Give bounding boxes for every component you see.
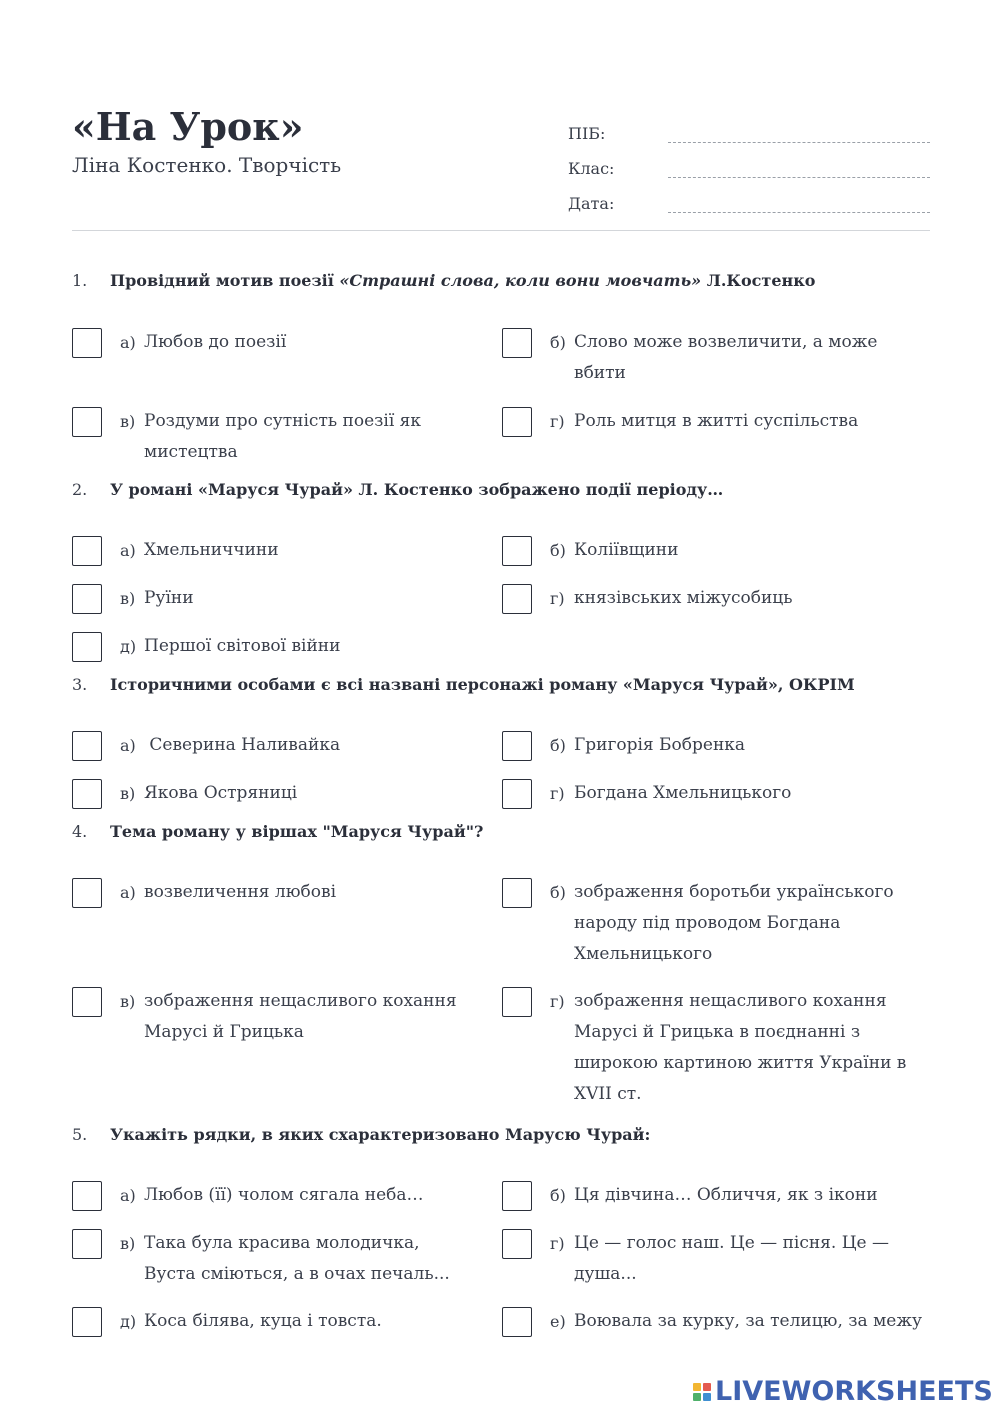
answer-checkbox[interactable] <box>72 1229 102 1259</box>
option-a: а) возвеличення любові <box>72 877 502 908</box>
logo-text: LIVEWORKSHEETS <box>715 1376 993 1407</box>
option-g: г) зображення нещасливого кохання Марусі й Грицька в поєднанні з широкою картиною життя України в XVII ст. <box>502 986 932 1110</box>
option-e: е) Воювала за курку, за телицю, за межу <box>502 1306 932 1337</box>
logo-square-4 <box>703 1393 711 1401</box>
question-2 <box>72 480 930 656</box>
answer-checkbox[interactable] <box>502 779 532 809</box>
option-g: г) Роль митця в житті суспільства <box>502 406 932 437</box>
date-field-row <box>568 178 930 213</box>
option-g: г) Це — голос наш. Це — пісня. Це — душа... <box>502 1228 932 1290</box>
question-1 <box>72 271 930 462</box>
answer-checkbox[interactable] <box>502 536 532 566</box>
logo-square-2 <box>703 1383 711 1391</box>
question-number: 2. <box>72 480 88 499</box>
answer-checkbox[interactable] <box>502 1307 532 1337</box>
answer-checkbox[interactable] <box>72 731 102 761</box>
option-g: г) князівських міжусобиць <box>502 583 932 614</box>
answer-checkbox[interactable] <box>72 1307 102 1337</box>
question-5 <box>72 1125 930 1331</box>
answer-checkbox[interactable] <box>502 584 532 614</box>
option-g: г) Богдана Хмельницького <box>502 778 932 809</box>
option-a: а) Любов до поезії <box>72 327 502 358</box>
answer-checkbox[interactable] <box>502 328 532 358</box>
answer-checkbox[interactable] <box>72 632 102 662</box>
question-text: Історичними особами є всі названі персонажі роману «Маруся Чурай», ОКРІМ <box>110 675 855 694</box>
option-a: а) Северина Наливайка <box>72 730 502 761</box>
option-a: а) Любов (її) чолом сягала неба… <box>72 1180 502 1211</box>
date-field[interactable] <box>668 192 930 213</box>
name-field[interactable] <box>668 122 930 143</box>
option-b: б) Коліївщини <box>502 535 932 566</box>
class-field-row <box>568 143 930 178</box>
option-d: д) Коса білява, куца і товста. <box>72 1306 502 1337</box>
option-d: д) Першої світової війни <box>72 631 502 662</box>
brand-title: «На Урок» <box>72 104 304 149</box>
question-text: У романі «Маруся Чурай» Л. Костенко зображено події періоду… <box>110 480 724 499</box>
option-v: в) зображення нещасливого кохання Марусі й Грицька <box>72 986 502 1048</box>
option-v: в) Роздуми про сутність поезії як мистецтва <box>72 406 502 468</box>
option-b: б) Слово може возвеличити, а може вбити <box>502 327 932 389</box>
option-b: б) Ця дівчина… Обличчя, як з ікони <box>502 1180 932 1211</box>
answer-checkbox[interactable] <box>72 328 102 358</box>
option-b: б) Григорія Бобренка <box>502 730 932 761</box>
question-3 <box>72 675 930 803</box>
question-number: 5. <box>72 1125 88 1144</box>
option-v: в) Така була красива молодичка, Вуста сміються, а в очах печаль... <box>72 1228 502 1290</box>
logo-square-1 <box>693 1383 701 1391</box>
option-v: в) Руїни <box>72 583 502 614</box>
logo-square-3 <box>693 1393 701 1401</box>
question-text: Провідний мотив поезії «Страшні слова, коли вони мовчать» Л.Костенко <box>110 271 816 290</box>
answer-checkbox[interactable] <box>72 878 102 908</box>
answer-checkbox[interactable] <box>502 987 532 1017</box>
question-text: Тема роману у віршах "Маруся Чурай"? <box>110 822 484 841</box>
answer-checkbox[interactable] <box>72 1181 102 1211</box>
logo-mark-icon <box>693 1383 711 1401</box>
option-a: а) Хмельниччини <box>72 535 502 566</box>
answer-checkbox[interactable] <box>72 987 102 1017</box>
name-field-row <box>568 108 930 143</box>
name-label: ПІБ: <box>568 124 606 143</box>
answer-checkbox[interactable] <box>502 407 532 437</box>
poem-title: «Страшні слова, коли вони мовчать» <box>339 271 702 290</box>
answer-checkbox[interactable] <box>502 1181 532 1211</box>
answer-checkbox[interactable] <box>72 584 102 614</box>
answer-checkbox[interactable] <box>72 779 102 809</box>
header-divider <box>72 230 930 231</box>
question-number: 3. <box>72 675 88 694</box>
option-b: б) зображення боротьби українського народу під проводом Богдана Хмельницького <box>502 877 932 970</box>
question-text: Укажіть рядки, в яких схарактеризовано Марусю Чурай: <box>110 1125 651 1144</box>
answer-checkbox[interactable] <box>72 536 102 566</box>
student-info-fields <box>568 108 930 213</box>
question-4 <box>72 822 930 1104</box>
class-field[interactable] <box>668 157 930 178</box>
question-number: 1. <box>72 271 88 290</box>
date-label: Дата: <box>568 194 615 213</box>
answer-checkbox[interactable] <box>72 407 102 437</box>
answer-checkbox[interactable] <box>502 731 532 761</box>
class-label: Клас: <box>568 159 615 178</box>
option-v: в) Якова Остряниці <box>72 778 502 809</box>
worksheet-subtitle: Ліна Костенко. Творчість <box>72 153 342 177</box>
answer-checkbox[interactable] <box>502 878 532 908</box>
answer-checkbox[interactable] <box>502 1229 532 1259</box>
liveworksheets-logo[interactable] <box>693 1376 993 1407</box>
question-number: 4. <box>72 822 88 841</box>
